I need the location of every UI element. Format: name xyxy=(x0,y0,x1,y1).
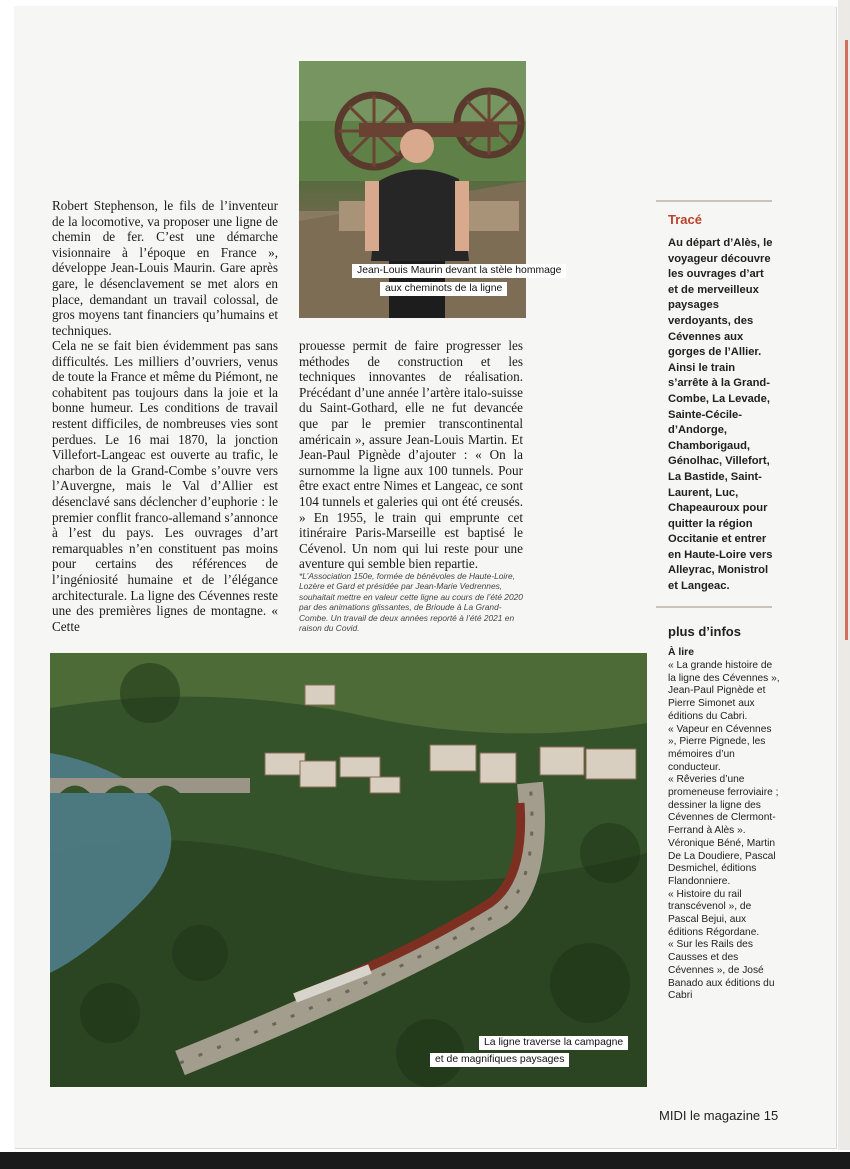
sidebar-title-trace: Tracé xyxy=(668,212,702,227)
article-paragraph-prowess: prouesse permit de faire progresser les méthodes de construction et les techniques innovantes de réalisation. Précédant d’une année l’artère italo-suisse du Saint-Gothard, elle ne fut devancée que par le premier transcontinental américain », assure Jean-Louis Martin. Et Jean-Paul Pignède d’ajouter : « On la surnomme la ligne aux 100 tunnels. Pour être exact entre Nimes et Langeac, ce sont 104 tunnels et galeries qui ont été creusés. » En 1955, le train qui emprunte cet itinéraire Paris-Marseille est baptisé le Cévenol. Un nom qui lui reste pour une aventure qui semble bien repartie. xyxy=(299,338,523,572)
sidebar-divider xyxy=(656,200,772,202)
page-edge xyxy=(838,0,850,1150)
photo-caption-line: La ligne traverse la campagne xyxy=(479,1036,628,1050)
photo-caption-line: et de magnifiques paysages xyxy=(430,1053,569,1067)
photo-caption-line: Jean-Louis Maurin devant la stèle hommage xyxy=(352,264,566,278)
sidebar-text-trace: Au départ d’Alès, le voyageur découvre les ouvrages d’art et de merveilleux paysages verdoyants, des Cévennes aux gorges de l’Allier. Ainsi le train s’arrête à la Grand-Combe, La Levade, Sainte-Cécile-d’Andorge, Chamborigaud, Génolhac, Villefort, La Bastide, Saint-Laurent, Luc, Chapeauroux pour quitter la région Occitanie et entrer en Haute-Loire vers Alleyrac, Monistrol et Langeac. xyxy=(668,237,773,593)
page-folio: MIDI le magazine 15 xyxy=(659,1108,779,1123)
sidebar-divider xyxy=(656,606,772,608)
photo-illustration xyxy=(299,61,526,318)
sidebar-title-infos: plus d’infos xyxy=(668,624,741,639)
photo-jean-louis-maurin xyxy=(299,61,526,318)
sidebar-reading-list: « La grande histoire de la ligne des Cévennes », Jean-Paul Pignède et Pierre Simonet aux éditions du Cabri. « Vapeur en Cévennes », Pierre Pignede, les mémoires d’un conducteur. « Rêveries d’une promeneuse ferroviaire ; dessiner la ligne des Cévennes de Clermont-Ferrand à Alès ». Véronique Béné, Martin De La Doudiere, Pascal Desmichel, éditions Flandonniere. « Histoire du rail transcévenol », de Pascal Bejui, aux éditions Régordane. « Sur les Rails des Causses et des Cévennes », de José Banado aux éditions du Cabri xyxy=(668,660,780,1002)
photo-caption-line: aux cheminots de la ligne xyxy=(380,282,507,296)
sidebar-subtitle-reading: À lire xyxy=(668,647,694,658)
landscape-illustration xyxy=(50,653,647,1087)
scanner-border xyxy=(0,1152,850,1169)
article-footnote: *L’Association 150e, formée de bénévoles de Haute-Loire, Lozère et Gard et présidée par Jean-Marie Vedrennes, souhaitait mettre en valeur cette ligne au cours de l’été 2020 par des animations glissantes, de Brioude à La Grand-Combe. Un travail de deux années reporté à l’été 2021 en raison du Covid. xyxy=(299,571,523,634)
article-paragraph-intro: Robert Stephenson, le fils de l’inventeur de la locomotive, va proposer une ligne de chemin de fer. C’est une démarche visionnaire à l’époque en France », développe Jean-Louis Maurin. Gare après gare, le désenclavement se met alors en place, demandant un travail colossal, de gros moyens tant financiers qu’humains et techniques. xyxy=(52,198,278,338)
article-paragraph-history: Cela ne se fait bien évidemment pas sans difficultés. Les milliers d’ouvriers, venus de toute la France et même du Piémont, ne cohabitent pas toujours dans la joie et la bonne humeur. Les conditions de travail restent difficiles, de nombreuses vies sont perdues. Le 16 mai 1870, la jonction Villefort-Langeac est ouverte au trafic, le charbon de la Grand-Combe s’ouvre vers l’Auvergne, mais le Val d’Allier est désenclavé sans déclencher d’euphorie : le premier conflit franco-allemand s’annonce à l’est du pays. Les ouvrages d’art remarquables n’en constituent pas moins pour certains des références de l’ingéniosité humaine et de l’élégance architecturale. La ligne des Cévennes reste une des premières lignes de montagne. « Cette xyxy=(52,338,278,634)
edge-stripe xyxy=(845,40,848,640)
photo-viaduct-landscape xyxy=(50,653,647,1087)
